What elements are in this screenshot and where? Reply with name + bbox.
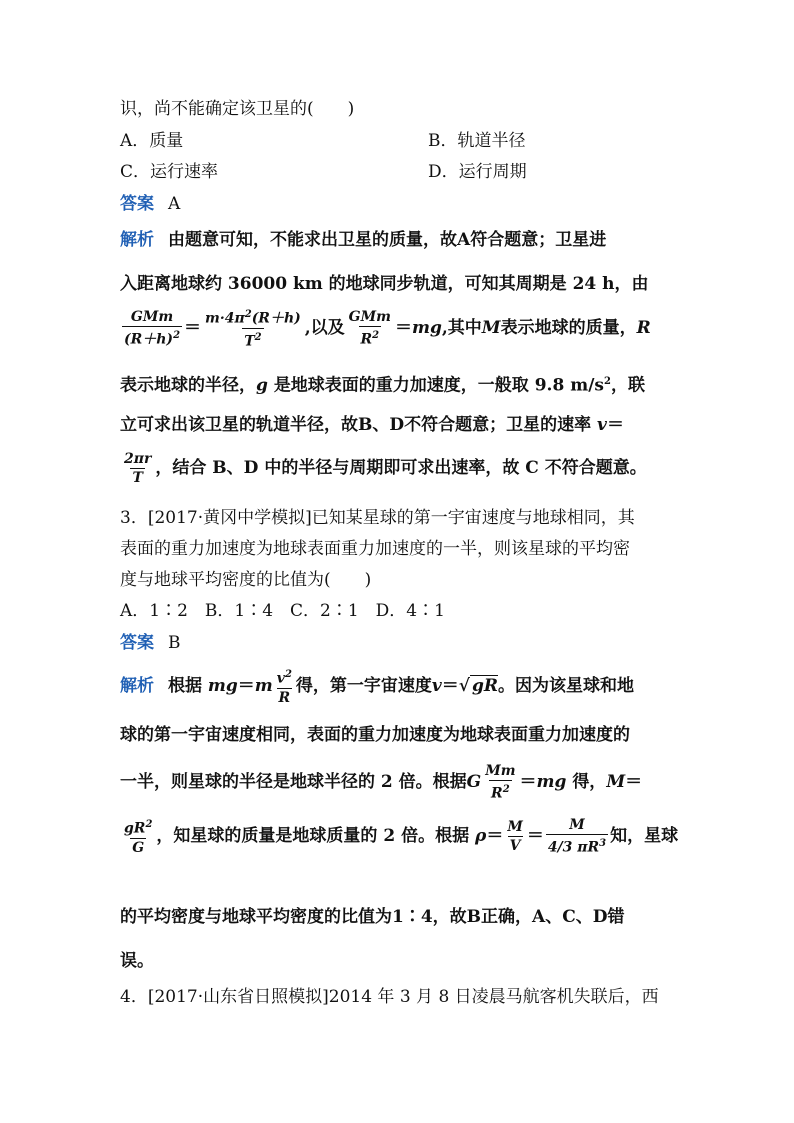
q3-options: A．1∶2 B．1∶4 C．2∶1 D．4∶1 <box>120 601 445 621</box>
answer-tag: 答案 <box>120 194 154 214</box>
q3-analysis-line-6: 误。 <box>120 951 154 971</box>
q2-analysis-line-3: $\frac{\text{GMm}}{(R+h)^2}$ ＝ $\frac{m\cdot 4\pi^2(R+h)}{T^2}$ ,以及 $\frac{\text{GMm}}{R^2}$ ＝mg,其中M表示地球的质量，R <box>120 306 651 351</box>
formula-circular: $\frac{v^2}{R}$ <box>276 669 292 706</box>
q2-answer: A <box>168 194 181 214</box>
q2-option-a: A．质量 <box>120 131 184 151</box>
formula-density-volume: $\frac{M}{4/3 \pi R^3}$ <box>547 817 607 856</box>
q3-stem-line-3: 度与地球平均密度的比值为( ) <box>120 570 372 590</box>
answer-tag: 答案 <box>120 633 154 653</box>
q2-analysis-line-2: 入距离地球约 36000 km 的地球同步轨道，可知其周期是 24 h，由 <box>120 274 649 294</box>
formula-surface: $\frac{\text{GMm}}{R^2}$ <box>348 309 391 348</box>
q3-analysis-line-2: 球的第一宇宙速度相同，表面的重力加速度为地球表面重力加速度的 <box>120 725 630 745</box>
q2-analysis-line-5: 立可求出该卫星的轨道半径，故B、D不符合题意；卫星的速率 v＝ <box>120 415 624 435</box>
formula-gravity: $\frac{\text{GMm}}{(R+h)^2}$ <box>124 309 181 348</box>
formula-mm: $\frac{Mm}{R^2}$ <box>485 763 516 802</box>
q3-answer: B <box>168 633 181 653</box>
q2-analysis-line-1: 解析 由题意可知，不能求出卫星的质量，故A符合题意；卫星进 <box>120 230 607 250</box>
q3-stem-line-2: 表面的重力加速度为地球表面重力加速度的一半，则该星球的平均密 <box>120 539 630 559</box>
formula-density: $\frac{M}{V}$ <box>507 819 523 854</box>
q3-analysis-line-4: $\frac{gR^2}{G}$ ，知星球的质量是地球质量的 2 倍。根据 ρ＝ $\frac{M}{V}$ ＝ $\frac{M}{4/3 \pi R^3}$ 知，星球 <box>124 817 679 856</box>
q3-analysis-line-3: 一半，则星球的半径是地球半径的 2 倍。根据G $\frac{Mm}{R^2}$ ＝mg 得，M＝ <box>120 763 643 802</box>
q3-analysis-line-5: 的平均密度与地球平均密度的比值为1∶4，故B正确，A、C、D错 <box>120 907 625 927</box>
q3-stem-line-1: 3．[2017·黄冈中学模拟]已知某星球的第一宇宙速度与地球相同，其 <box>120 508 635 528</box>
q4-stem-line-1: 4．[2017·山东省日照模拟]2014 年 3 月 8 日凌晨马航客机失联后，西 <box>120 987 659 1007</box>
q2-analysis-line-4: 表示地球的半径，g 是地球表面的重力加速度，一般取 9.8 $m/s^2$，联 <box>120 375 645 396</box>
formula-speed: $\frac{2\pi r}{T}$ <box>124 451 152 486</box>
q2-option-c: C．运行速率 <box>120 162 219 182</box>
formula-centripetal: $\frac{m\cdot 4\pi^2(R+h)}{T^2}$ <box>205 309 301 350</box>
analysis-tag: 解析 <box>120 230 154 250</box>
q3-analysis-line-1: 解析 根据 mg＝m $\frac{v^2}{R}$ 得，第一宇宙速度v＝√ gR。因为该星球和地 <box>120 664 634 708</box>
q2-analysis-line-6: $\frac{2\pi r}{T}$ ，结合 B、D 中的半径与周期即可求出速率，故 C 不符合题意。 <box>124 451 647 486</box>
q3-answer-line <box>120 632 181 654</box>
q2-answer-line <box>120 193 180 215</box>
q2-stem-end: 识，尚不能确定该卫星的( ) <box>120 99 355 119</box>
analysis-tag: 解析 <box>120 676 154 696</box>
q2-option-d: D．运行周期 <box>428 162 527 182</box>
formula-mass: $\frac{gR^2}{G}$ <box>124 819 153 856</box>
q2-option-b: B．轨道半径 <box>428 131 526 151</box>
